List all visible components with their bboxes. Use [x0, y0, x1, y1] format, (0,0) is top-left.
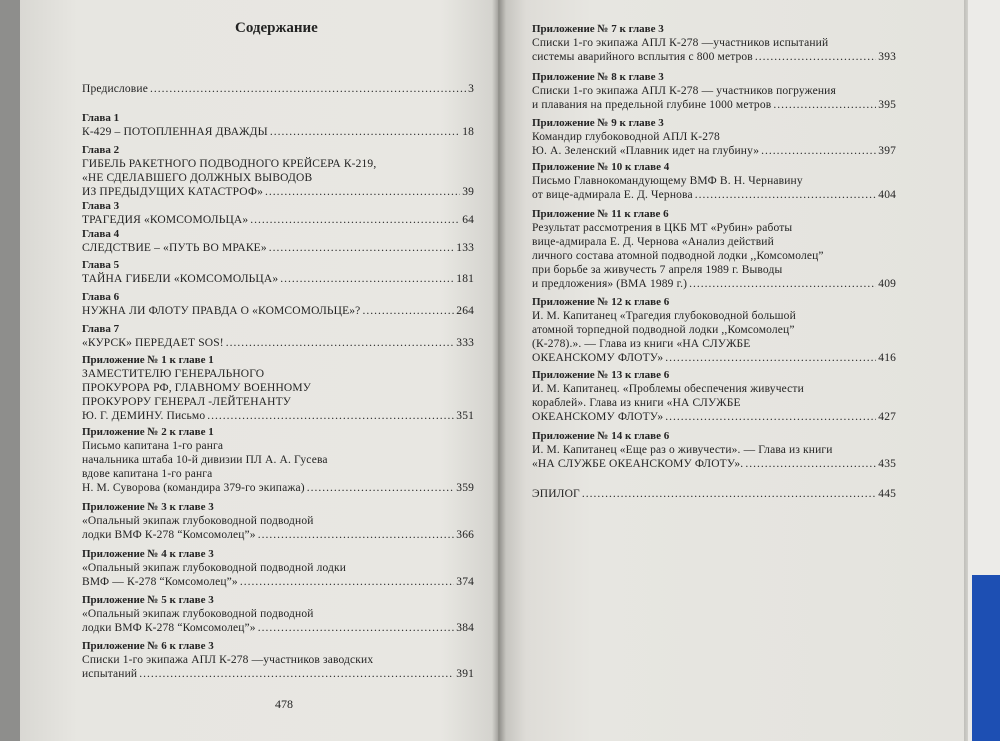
toc-entry-title-text: ОКЕАНСКОМУ ФЛОТУ»: [532, 411, 664, 423]
toc-entry-title-line: [82, 336, 474, 350]
dot-leader: [761, 144, 876, 158]
toc-entry: [82, 548, 474, 589]
right-page: [498, 0, 968, 741]
dot-leader: [139, 667, 454, 681]
toc-page-number: 427: [878, 411, 896, 423]
toc-page-number: 393: [878, 51, 896, 63]
toc-entry-title-text: «КУРСК» ПЕРЕДАЕТ SOS!: [82, 337, 224, 349]
toc-entry-title-line: вице-адмирала Е. Д. Чернова «Анализ действий: [532, 236, 774, 248]
toc-entry-label: Глава 4: [82, 228, 120, 240]
toc-entry: [532, 296, 896, 365]
toc-entry-title-text: и предложения» (ВМА 1989 г.): [532, 278, 688, 290]
toc-entry: [82, 501, 474, 542]
toc-entry-label: Глава 1: [82, 112, 120, 124]
toc-entry: [532, 208, 896, 291]
toc-entry-label: Приложение № 14 к главе 6: [532, 430, 670, 442]
toc-entry-title-line: Списки 1-го экипажа АПЛ К-278 —участников испытаний: [532, 37, 829, 49]
toc-entry-title-line: [82, 528, 474, 542]
toc-entry-title-line: кораблей». Глава из книги «НА СЛУЖБЕ: [532, 397, 741, 409]
contents-heading: Содержание: [235, 20, 318, 36]
toc-entry-title-line: начальника штаба 10-й дивизии ПЛ А. А. Гусева: [82, 454, 328, 466]
toc-entry-label: Глава 5: [82, 259, 120, 271]
toc-entry: [82, 259, 474, 286]
toc-entry-title-text: лодки ВМФ К-278 “Комсомолец”»: [82, 622, 256, 634]
toc-entry-title-line: вдове капитана 1-го ранга: [82, 468, 213, 480]
toc-page-number: 391: [456, 668, 474, 680]
toc-entry-title-line: (К-278).». — Глава из книги «НА СЛУЖБЕ: [532, 338, 751, 350]
toc-entry-label: Приложение № 12 к главе 6: [532, 296, 670, 308]
toc-entry-title-line: [532, 188, 896, 202]
toc-page-number: 374: [456, 576, 474, 588]
toc-entry: [82, 291, 474, 318]
toc-entry: [82, 228, 474, 255]
toc-entry: [82, 323, 474, 350]
toc-entry-title-line: [82, 621, 474, 635]
toc-entry-title-text: и плавания на предельной глубине 1000 метров: [532, 99, 772, 111]
toc-entry-label: Глава 2: [82, 144, 120, 156]
toc-entry-title-line: И. М. Капитанец «Трагедия глубоководной большой: [532, 310, 796, 322]
dot-leader: [665, 410, 876, 424]
toc-page-number: 416: [878, 352, 896, 364]
toc-page-number: 181: [456, 273, 474, 285]
toc-entry: [82, 426, 474, 495]
toc-entry-label: Приложение № 11 к главе 6: [532, 208, 669, 220]
toc-entry-title-line: личного состава атомной подводной лодки ,,Комсомолец”: [532, 250, 824, 262]
toc-entry-title-line: [82, 185, 474, 199]
dot-leader: [582, 487, 876, 501]
dot-leader: [250, 213, 460, 227]
toc-entry-title-line: [532, 487, 896, 501]
toc-page-number: 359: [456, 482, 474, 494]
book-spine: [492, 0, 506, 741]
toc-entry-title-text: ОКЕАНСКОМУ ФЛОТУ»: [532, 352, 664, 364]
dot-leader: [745, 457, 876, 471]
toc-entry-title-line: ПРОКУРОРУ ГЕНЕРАЛ -ЛЕЙТЕНАНТУ: [82, 396, 292, 408]
toc-entry-title-line: [82, 667, 474, 681]
toc-entry-title-line: [532, 50, 896, 64]
toc-entry-title-line: «НЕ СДЕЛАВШЕГО ДОЛЖНЫХ ВЫВОДОВ: [82, 172, 313, 184]
dot-leader: [362, 304, 454, 318]
toc-entry-title-text: СЛЕДСТВИЕ – «ПУТЬ ВО МРАКЕ»: [82, 242, 267, 254]
toc-entry-label: Приложение № 7 к главе 3: [532, 23, 664, 35]
toc-entry-label: Приложение № 6 к главе 3: [82, 640, 214, 652]
toc-entry: [82, 594, 474, 635]
toc-page-number: 39: [462, 186, 474, 198]
toc-page-number: 133: [456, 242, 474, 254]
toc-entry-title-line: [82, 241, 474, 255]
toc-entry-title-line: Письмо капитана 1-го ранга: [82, 440, 224, 452]
toc-entry-title-line: [532, 98, 896, 112]
toc-entry-title-text: ЭПИЛОГ: [532, 488, 580, 500]
toc-entry-title-line: ПРОКУРОРА РФ, ГЛАВНОМУ ВОЕННОМУ: [82, 382, 312, 394]
dot-leader: [755, 50, 876, 64]
toc-entry-label: Глава 3: [82, 200, 120, 212]
dot-leader: [689, 277, 876, 291]
toc-entry-label: Приложение № 13 к главе 6: [532, 369, 670, 381]
dot-leader: [240, 575, 454, 589]
toc-entry: [532, 430, 896, 471]
toc-entry-title-line: [82, 272, 474, 286]
toc-page-number: 3: [468, 83, 474, 95]
toc-entry-title-line: [82, 82, 474, 96]
toc-entry: [532, 23, 896, 64]
dot-leader: [270, 125, 460, 139]
toc-entry-label: Приложение № 2 к главе 1: [82, 426, 214, 438]
toc-entry: [82, 640, 474, 681]
toc-entry-title-text: системы аварийного всплытия с 800 метров: [532, 51, 753, 63]
toc-entry-title-text: Ю. Г. ДЕМИНУ. Письмо: [82, 410, 206, 422]
toc-entry: [532, 161, 896, 202]
toc-entry-label: Приложение № 10 к главе 4: [532, 161, 670, 173]
toc-entry-title-line: ЗАМЕСТИТЕЛЮ ГЕНЕРАЛЬНОГО: [82, 368, 265, 380]
toc-entry-title-line: [82, 213, 474, 227]
toc-page-number: 409: [878, 278, 896, 290]
toc-entry-label: Глава 6: [82, 291, 120, 303]
toc-entry: [532, 487, 896, 501]
toc-entry-title-line: И. М. Капитанец «Еще раз о живучести». — Глава из книги: [532, 444, 833, 456]
toc-page-number: 445: [878, 488, 896, 500]
dot-leader: [665, 351, 876, 365]
toc-entry-title-text: НУЖНА ЛИ ФЛОТУ ПРАВДА О «КОМСОМОЛЬЦЕ»?: [82, 305, 361, 317]
left-page: [20, 0, 498, 741]
toc-entry: [82, 144, 474, 199]
dot-leader: [265, 185, 460, 199]
toc-entry: [82, 112, 474, 139]
toc-page-number: 384: [456, 622, 474, 634]
toc-entry-title-text: ТРАГЕДИЯ «КОМСОМОЛЬЦА»: [82, 214, 249, 226]
toc-page-number: 404: [878, 189, 896, 201]
toc-entry-title-line: атомной торпедной подводной лодки ,,Комсомолец”: [532, 324, 795, 336]
dot-leader: [307, 481, 455, 495]
toc-entry-title-text: ТАЙНА ГИБЕЛИ «КОМСОМОЛЬЦА»: [82, 273, 279, 285]
toc-entry: [532, 117, 896, 158]
dot-leader: [258, 621, 455, 635]
toc-entry-title-line: [82, 125, 474, 139]
page-number: 478: [275, 697, 293, 711]
toc-entry-label: Приложение № 9 к главе 3: [532, 117, 664, 129]
toc-entry-title-text: лодки ВМФ К-278 “Комсомолец”»: [82, 529, 256, 541]
dot-leader: [280, 272, 454, 286]
toc-entry-title-line: [82, 575, 474, 589]
dot-leader: [226, 336, 455, 350]
toc-entry-title-text: Н. М. Суворова (командира 379-го экипажа): [82, 482, 305, 494]
toc-entry-label: Приложение № 8 к главе 3: [532, 71, 664, 83]
toc-page-number: 397: [878, 145, 896, 157]
toc-entry-label: Глава 7: [82, 323, 120, 335]
toc-entry-title-text: испытаний: [82, 668, 138, 680]
toc-entry-title-line: «Опальный экипаж глубоководной подводной: [82, 515, 314, 527]
toc-entry: [82, 354, 474, 423]
toc-entry-title-line: Результат рассмотрения в ЦКБ МТ «Рубин» работы: [532, 222, 793, 234]
toc-entry-title-line: [82, 481, 474, 495]
toc-entry: [82, 200, 474, 227]
toc-entry-title-line: Командир глубоководной АПЛ К-278: [532, 131, 720, 143]
toc-entry-title-line: ГИБЕЛЬ РАКЕТНОГО ПОДВОДНОГО КРЕЙСЕРА К-219,: [82, 158, 377, 170]
toc-entry-label: Приложение № 5 к главе 3: [82, 594, 214, 606]
toc-page-number: 395: [878, 99, 896, 111]
toc-entry-title-line: [82, 304, 474, 318]
dot-leader: [258, 528, 455, 542]
toc-entry-title-text: Ю. А. Зеленский «Плавник идет на глубину»: [532, 145, 760, 157]
toc-entry: [532, 369, 896, 424]
toc-entry-title-line: «Опальный экипаж глубоководной подводной лодки: [82, 562, 347, 574]
toc-page-number: 18: [462, 126, 474, 138]
toc-entry-label: Приложение № 3 к главе 3: [82, 501, 214, 513]
toc-entry-title-line: [532, 351, 896, 365]
toc-entry-title-text: «НА СЛУЖБЕ ОКЕАНСКОМУ ФЛОТУ».: [532, 458, 744, 470]
toc-entry-label: Приложение № 1 к главе 1: [82, 354, 214, 366]
toc-entry-title-line: [532, 410, 896, 424]
toc-entry: [82, 82, 474, 96]
cover-blue-stripe: [972, 575, 1000, 741]
dot-leader: [150, 82, 466, 96]
toc-entry-title-line: [82, 409, 474, 423]
toc-entry-title-line: Списки 1-го экипажа АПЛ К-278 — участников погружения: [532, 85, 836, 97]
toc-entry: [532, 71, 896, 112]
toc-entry-title-line: [532, 144, 896, 158]
dot-leader: [695, 188, 877, 202]
toc-entry-title-text: ИЗ ПРЕДЫДУЩИХ КАТАСТРОФ»: [82, 186, 264, 198]
toc-entry-title-line: Списки 1-го экипажа АПЛ К-278 —участников заводских: [82, 654, 374, 666]
toc-entry-title-text: Предисловие: [82, 83, 148, 95]
toc-entry-title-text: от вице-адмирала Е. Д. Чернова: [532, 189, 693, 201]
toc-entry-title-line: «Опальный экипаж глубоководной подводной: [82, 608, 314, 620]
toc-entry-title-line: при борьбе за живучесть 7 апреля 1989 г. Выводы: [532, 264, 783, 276]
dot-leader: [207, 409, 454, 423]
toc-page-number: 264: [456, 305, 474, 317]
toc-entry-label: Приложение № 4 к главе 3: [82, 548, 214, 560]
dot-leader: [269, 241, 455, 255]
toc-page-number: 64: [462, 214, 474, 226]
toc-entry-title-text: ВМФ — К-278 “Комсомолец”»: [82, 576, 238, 588]
toc-entry-title-line: Письмо Главнокомандующему ВМФ В. Н. Чернавину: [532, 175, 803, 187]
toc-entry-title-line: [532, 457, 896, 471]
toc-entry-title-line: И. М. Капитанец. «Проблемы обеспечения живучести: [532, 383, 804, 395]
toc-page-number: 333: [456, 337, 474, 349]
toc-page-number: 366: [456, 529, 474, 541]
toc-entry-title-text: К-429 – ПОТОПЛЕННАЯ ДВАЖДЫ: [82, 126, 268, 138]
toc-page-number: 351: [456, 410, 474, 422]
dot-leader: [773, 98, 876, 112]
toc-entry-title-line: [532, 277, 896, 291]
toc-page-number: 435: [878, 458, 896, 470]
